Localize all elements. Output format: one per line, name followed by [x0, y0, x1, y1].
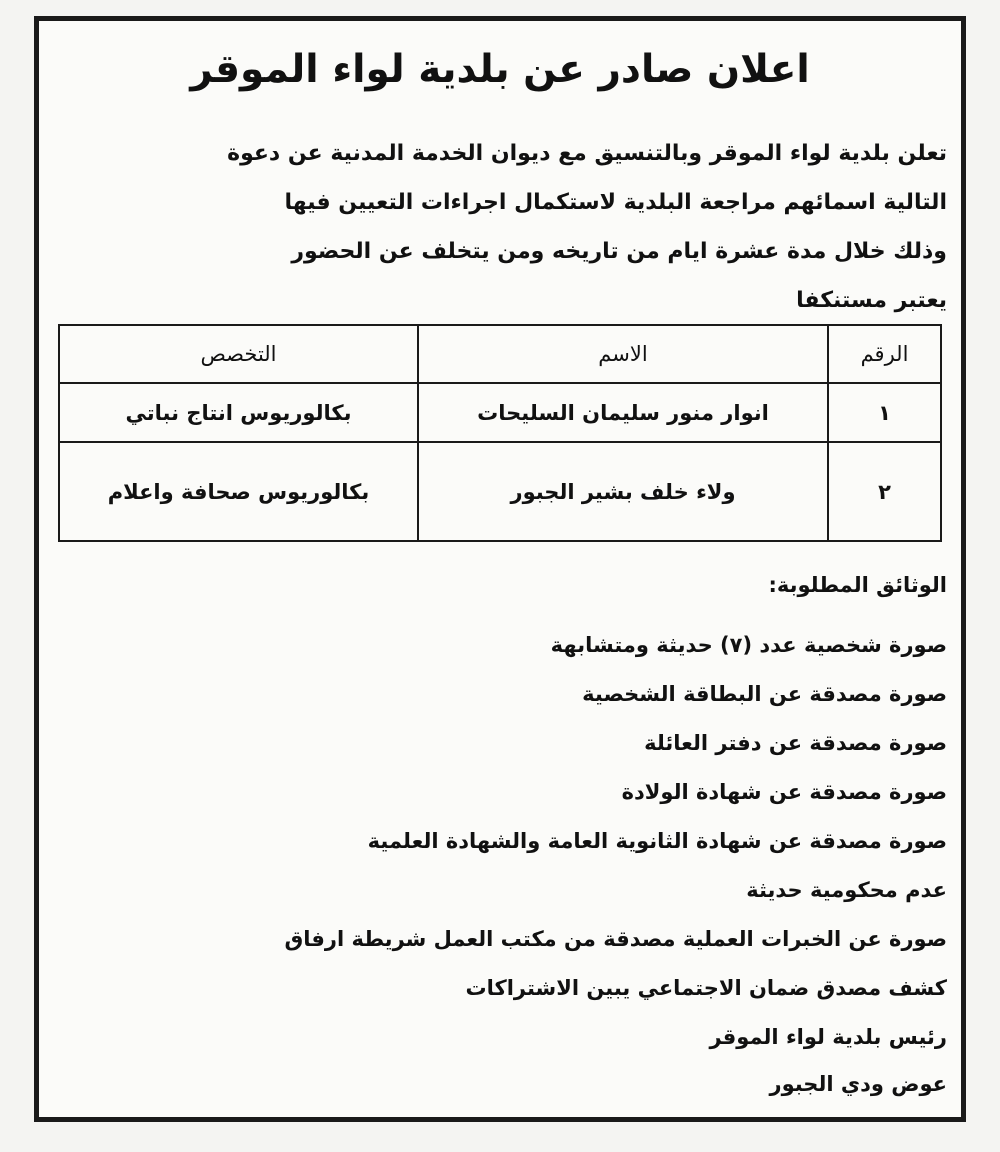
- list-item: كشف مصدق ضمان الاجتماعي يبين الاشتراكات: [465, 976, 947, 1000]
- cell-name: ولاء خلف بشير الجبور: [418, 442, 828, 541]
- header-specialization: التخصص: [59, 325, 418, 383]
- cell-name: انوار منور سليمان السليحات: [418, 383, 828, 442]
- list-item: صورة مصدقة عن البطاقة الشخصية: [582, 682, 947, 706]
- header-name: الاسم: [418, 325, 828, 383]
- documents-heading: الوثائق المطلوبة:: [768, 573, 947, 597]
- announcement-title: اعلان صادر عن بلدية لواء الموقر: [190, 47, 810, 92]
- list-item: عدم محكومية حديثة: [746, 878, 947, 902]
- announcement-frame: [34, 16, 966, 1122]
- cell-number: ٢: [828, 442, 941, 541]
- appointees-table: [58, 324, 942, 542]
- cell-specialization: بكالوريوس انتاج نباتي: [59, 383, 418, 442]
- table-row: [59, 383, 941, 442]
- list-item: صورة مصدقة عن شهادة الثانوية العامة والشهادة العلمية: [367, 829, 947, 853]
- list-item: صورة مصدقة عن شهادة الولادة: [621, 780, 947, 804]
- cell-specialization: بكالوريوس صحافة واعلام: [59, 442, 418, 541]
- list-item: صورة شخصية عدد (٧) حديثة ومتشابهة: [550, 633, 947, 657]
- cell-number: ١: [828, 383, 941, 442]
- intro-line: التالية اسمائهم مراجعة البلدية لاستكمال اجراءات التعيين فيها: [284, 190, 947, 215]
- table-row: [59, 442, 941, 541]
- signature-name: عوض ودي الجبور: [769, 1072, 947, 1096]
- intro-line: تعلن بلدية لواء الموقر وبالتنسيق مع ديوان الخدمة المدنية عن دعوة: [227, 141, 947, 166]
- signature-block: [709, 1014, 947, 1108]
- table-header-row: [59, 325, 941, 383]
- signature-position: رئيس بلدية لواء الموقر: [709, 1025, 947, 1049]
- intro-line: يعتبر مستنكفا: [796, 288, 947, 313]
- documents-list: [53, 621, 947, 1013]
- list-item: صورة مصدقة عن دفتر العائلة: [644, 731, 947, 755]
- announcement-intro: [53, 129, 947, 325]
- intro-line: وذلك خلال مدة عشرة ايام من تاريخه ومن يتخلف عن الحضور: [291, 239, 947, 264]
- header-number: الرقم: [828, 325, 941, 383]
- list-item: صورة عن الخبرات العملية مصدقة من مكتب العمل شريطة ارفاق: [284, 927, 947, 951]
